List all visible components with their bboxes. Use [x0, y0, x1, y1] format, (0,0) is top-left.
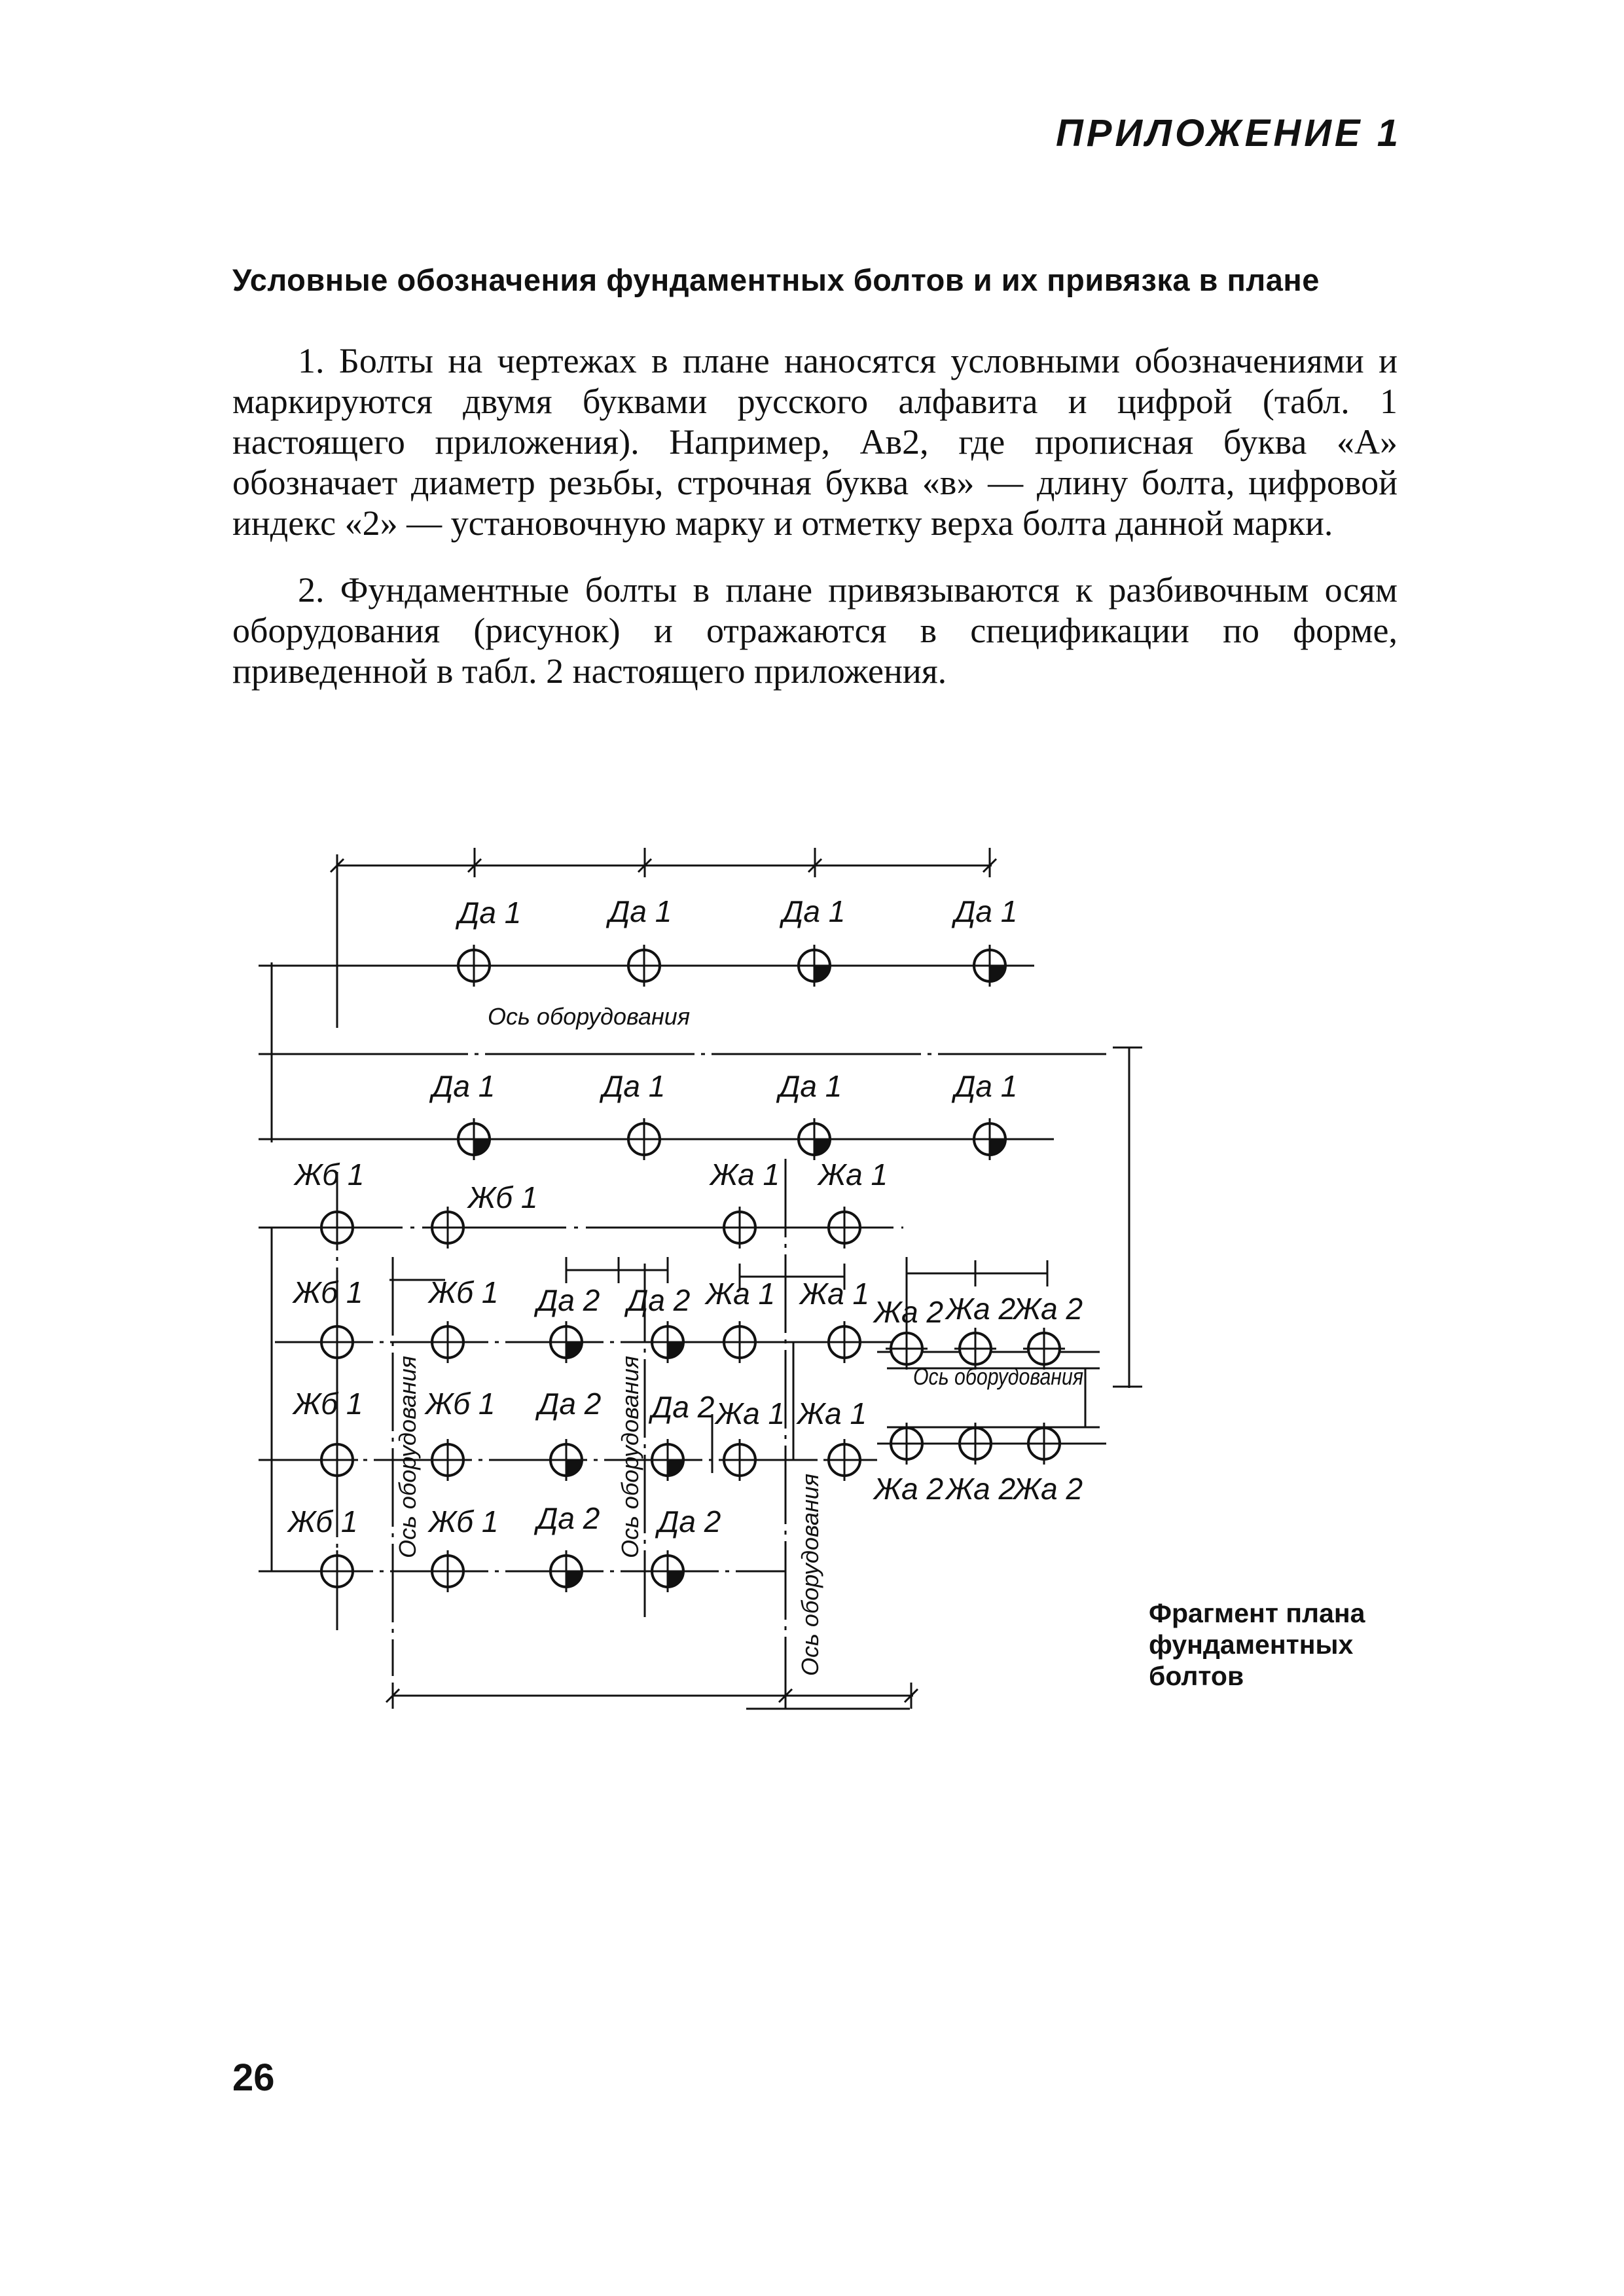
- label-da1: Да 1: [954, 1069, 1018, 1103]
- label-da2: Да 2: [658, 1504, 721, 1539]
- bolt-zha1: [823, 1207, 865, 1248]
- left-dimension-upper: [259, 962, 285, 1142]
- bolt-zha1: [823, 1439, 865, 1481]
- bolt-da1: [623, 945, 665, 987]
- label-zha1: Жа 1: [715, 1396, 785, 1430]
- label-zhb1: Жб 1: [429, 1504, 499, 1539]
- bolt-da1: [969, 1118, 1011, 1160]
- axis-label-short: Ось оборудования: [913, 1363, 1083, 1390]
- bolt-da1: [793, 945, 835, 987]
- appendix-title: ПРИЛОЖЕНИЕ 1: [1056, 112, 1401, 155]
- label-zhb1: Жб 1: [293, 1275, 363, 1309]
- label-zha2: Жа 2: [874, 1472, 944, 1506]
- bolt-zha2: [886, 1423, 928, 1465]
- bolt-da1: [969, 945, 1011, 987]
- label-da1: Да 1: [779, 1069, 842, 1103]
- label-zha1: Жа 1: [818, 1157, 888, 1192]
- label-zhb1: Жб 1: [425, 1387, 496, 1421]
- bolt-da2: [647, 1321, 689, 1363]
- label-da1: Да 1: [609, 894, 672, 928]
- top-dimension-line: [331, 848, 996, 1028]
- label-zha1: Жа 1: [706, 1277, 776, 1311]
- bolt-zha2: [954, 1423, 996, 1465]
- bolt-zha1: [719, 1321, 761, 1363]
- bolt-zhb1: [427, 1321, 469, 1363]
- bolt-zhb1: [427, 1439, 469, 1481]
- label-zhb1: Жб 1: [295, 1157, 365, 1192]
- label-da1: Да 1: [458, 896, 522, 930]
- label-zhb1: Жб 1: [288, 1504, 358, 1539]
- axis-label-vertical: Ось оборудования: [797, 1473, 823, 1676]
- bolt-zha1: [823, 1321, 865, 1363]
- bolt-zhb1: [316, 1439, 358, 1481]
- label-zha1: Жа 1: [710, 1157, 780, 1192]
- label-zha1: Жа 1: [800, 1277, 870, 1311]
- bolt-da1: [453, 1118, 495, 1160]
- label-da2: Да 2: [538, 1387, 602, 1421]
- label-da1: Да 1: [954, 894, 1018, 928]
- bottom-dimension-line: [386, 1683, 918, 1709]
- bolt-zha2: [1023, 1423, 1065, 1465]
- bolt-zha1: [719, 1207, 761, 1248]
- section-heading: Условные обозначения фундаментных болтов и их привязка в плане: [232, 263, 1320, 297]
- label-zha2: Жа 2: [1013, 1472, 1083, 1506]
- bolt-zhb1: [316, 1550, 358, 1592]
- figure-caption: Фрагмент плана фундаментных болтов: [1149, 1598, 1365, 1691]
- bolt-da1: [453, 945, 495, 987]
- label-da1: Да 1: [602, 1069, 666, 1103]
- bolt-da2: [647, 1550, 689, 1592]
- label-zhb1: Жб 1: [429, 1275, 499, 1309]
- bolt-zhb1: [316, 1207, 358, 1248]
- label-da1: Да 1: [782, 894, 846, 928]
- paragraph-2: 2. Фундаментные болты в плане привязываются к разбивочным осям оборудования (рисунок) и отражаются в спецификации по форме, приведенной в табл. 2 настоящего приложения.: [232, 570, 1398, 691]
- label-zha2: Жа 2: [946, 1292, 1016, 1326]
- bolt-zhb1: [427, 1550, 469, 1592]
- bolt-zha1: [719, 1439, 761, 1481]
- axis-label-vertical: Ось оборудования: [617, 1355, 643, 1558]
- label-zha2: Жа 2: [946, 1472, 1016, 1506]
- bolt-zhb1: [316, 1321, 358, 1363]
- bolt-group-zha2: [886, 1328, 1065, 1465]
- axis-label-vertical: Ось оборудования: [394, 1355, 421, 1558]
- label-da2: Да 2: [627, 1283, 691, 1317]
- label-zha2: Жа 2: [1013, 1292, 1083, 1326]
- label-da2: Да 2: [537, 1501, 600, 1535]
- label-da1: Да 1: [432, 1069, 496, 1103]
- bolt-da2: [647, 1439, 689, 1481]
- bolt-labels: [287, 894, 1083, 1676]
- bolt-da2: [545, 1550, 587, 1592]
- bolt-group-zha1: [719, 1207, 865, 1481]
- right-dimension: [1113, 1048, 1142, 1388]
- label-zha2: Жа 2: [874, 1295, 944, 1329]
- bolt-zhb1: [427, 1207, 469, 1248]
- label-da2: Да 2: [651, 1390, 715, 1424]
- label-zhb1: Жб 1: [468, 1180, 538, 1214]
- bolt-da1: [793, 1118, 835, 1160]
- bolt-da1: [623, 1118, 665, 1160]
- label-zhb1: Жб 1: [293, 1387, 363, 1421]
- axis-label: Ось оборудования: [488, 1003, 691, 1030]
- bolt-da2: [545, 1439, 587, 1481]
- bolt-da2: [545, 1321, 587, 1363]
- label-da2: Да 2: [537, 1283, 600, 1317]
- paragraph-1: 1. Болты на чертежах в плане наносятся условными обозначениями и маркируются двумя буквами русского алфавита и цифрой (табл. 1 настоящего приложения). Например, Ав2, где прописная буква «А» обозначает диаметр резьбы, строчная буква «в» — длину болта, цифровой индекс «2» — установочную марку и отметку верха болта данной марки.: [232, 341, 1398, 543]
- label-zha1: Жа 1: [797, 1396, 867, 1430]
- page-number: 26: [232, 2056, 275, 2099]
